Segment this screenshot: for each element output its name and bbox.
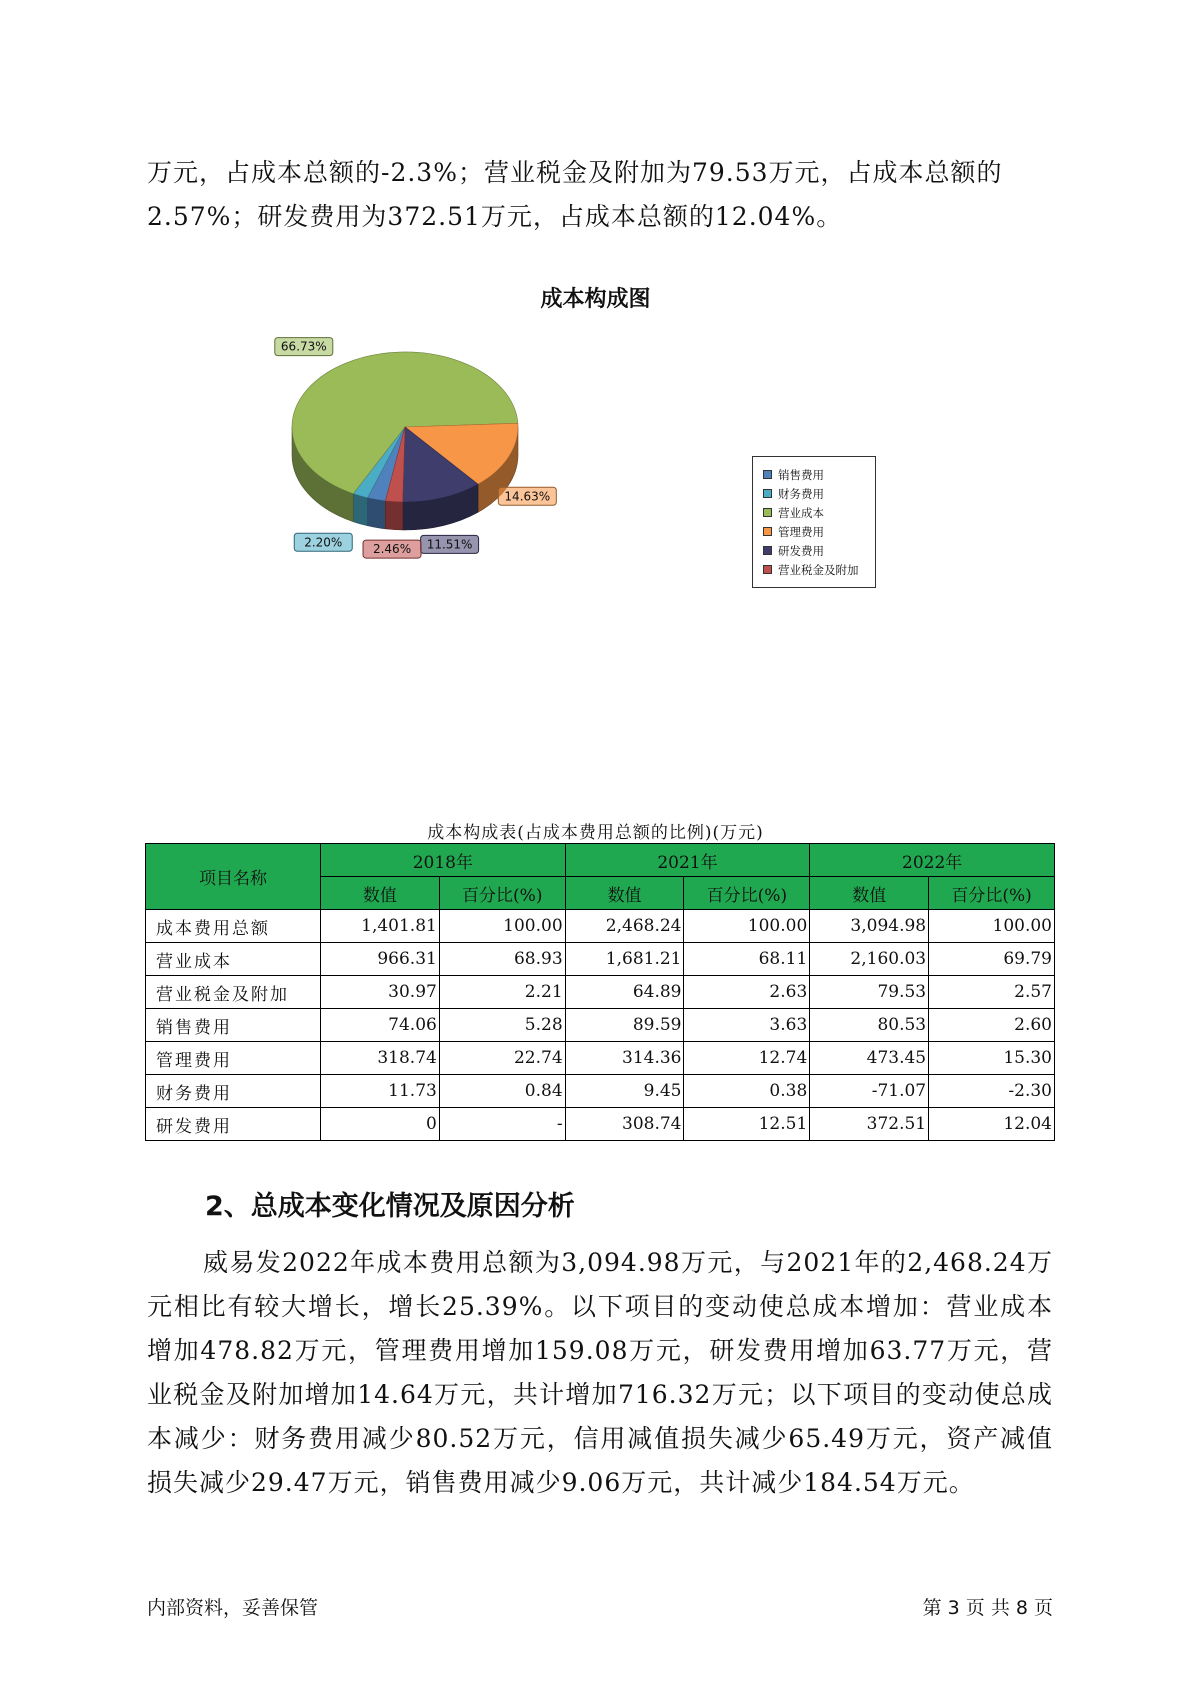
row-label: 营业税金及附加 — [146, 976, 321, 1009]
legend-swatch — [763, 565, 772, 574]
chart-legend — [752, 456, 876, 588]
table-row — [146, 943, 1055, 976]
legend-item — [763, 484, 875, 503]
percent-header: 百分比(%) — [929, 877, 1055, 910]
year-header-2021: 2021年 — [565, 844, 810, 877]
percent-header: 百分比(%) — [684, 877, 810, 910]
pie-slice-side — [353, 494, 367, 526]
value-cell: 2,468.24 — [565, 910, 684, 943]
percent-cell: 69.79 — [929, 943, 1055, 976]
percent-cell: 3.63 — [684, 1009, 810, 1042]
data-label — [363, 540, 421, 558]
footer-confidential: 内部资料，妥善保管 — [147, 1597, 319, 1619]
data-label — [498, 487, 556, 505]
value-cell: 308.74 — [565, 1108, 684, 1141]
data-label — [294, 533, 352, 551]
percent-cell: 5.28 — [439, 1009, 565, 1042]
intro-paragraph: 万元，占成本总额的-2.3%；营业税金及附加为79.53万元，占成本总额的2.57%；研发费用为372.51万元，占成本总额的12.04%。 — [147, 158, 1003, 231]
value-cell: 79.53 — [810, 976, 929, 1009]
percent-cell: 12.74 — [684, 1042, 810, 1075]
value-header: 数值 — [810, 877, 929, 910]
legend-label: 研发费用 — [778, 543, 824, 558]
row-label: 销售费用 — [146, 1009, 321, 1042]
legend-item — [763, 503, 875, 522]
value-cell: 89.59 — [565, 1009, 684, 1042]
percent-cell: 2.60 — [929, 1009, 1055, 1042]
value-cell: 3,094.98 — [810, 910, 929, 943]
percent-cell: 100.00 — [439, 910, 565, 943]
row-label: 管理费用 — [146, 1042, 321, 1075]
row-label: 财务费用 — [146, 1075, 321, 1108]
data-label — [275, 338, 333, 356]
chart-title: 成本构成图 — [540, 287, 651, 312]
table-row — [146, 1108, 1055, 1141]
legend-item — [763, 541, 875, 560]
percent-cell: 100.00 — [929, 910, 1055, 943]
percent-cell: 2.63 — [684, 976, 810, 1009]
table-row — [146, 976, 1055, 1009]
percent-cell: 22.74 — [439, 1042, 565, 1075]
percent-cell: - — [439, 1108, 565, 1141]
value-cell: 80.53 — [810, 1009, 929, 1042]
pie-slice-side — [368, 498, 386, 529]
legend-label: 营业税金及附加 — [778, 562, 859, 577]
svg-text:2.46%: 2.46% — [372, 542, 412, 557]
table-row — [146, 1042, 1055, 1075]
data-label — [421, 535, 479, 553]
legend-item — [763, 522, 875, 541]
legend-item — [763, 560, 875, 579]
value-cell: 1,401.81 — [321, 910, 440, 943]
percent-cell: 0.38 — [684, 1075, 810, 1108]
svg-text:14.63%: 14.63% — [504, 489, 551, 504]
cost-table — [145, 843, 1055, 1141]
table-row — [146, 910, 1055, 943]
year-header-2022: 2022年 — [810, 844, 1055, 877]
value-cell: 1,681.21 — [565, 943, 684, 976]
value-cell: 473.45 — [810, 1042, 929, 1075]
value-cell: 314.36 — [565, 1042, 684, 1075]
legend-swatch — [763, 508, 772, 517]
svg-text:11.51%: 11.51% — [426, 537, 473, 552]
svg-text:2.20%: 2.20% — [304, 535, 343, 550]
percent-cell: 12.51 — [684, 1108, 810, 1141]
analysis-paragraph: 威易发2022年成本费用总额为3,094.98万元，与2021年的2,468.24万元相比有较大增长，增长25.39%。以下项目的变动使总成本增加：营业成本增加478.82万元，管理费用增加159.08万元，研发费用增加63.77万元，营业税金及附加增加14.64万元，共计增加716.32万元；以下项目的变动使总成本减少：财务费用减少80.52万元，信用减值损失减少65.49万元，资产减值损失减少29.47万元，销售费用减少9.06万元，共计减少184.54万元。 — [147, 1248, 1053, 1497]
pie-chart — [280, 339, 630, 615]
legend-label: 财务费用 — [778, 486, 824, 501]
table-row — [146, 1075, 1055, 1108]
value-cell: 64.89 — [565, 976, 684, 1009]
value-cell: 74.06 — [321, 1009, 440, 1042]
legend-item — [763, 465, 875, 484]
value-header: 数值 — [321, 877, 440, 910]
percent-cell: 68.11 — [684, 943, 810, 976]
svg-text:66.73%: 66.73% — [280, 339, 327, 354]
percent-cell: 2.57 — [929, 976, 1055, 1009]
value-cell: 0 — [321, 1108, 440, 1141]
value-cell: 9.45 — [565, 1075, 684, 1108]
value-cell: 372.51 — [810, 1108, 929, 1141]
legend-label: 管理费用 — [778, 524, 824, 539]
value-cell: 11.73 — [321, 1075, 440, 1108]
legend-label: 营业成本 — [778, 505, 824, 520]
item-header: 项目名称 — [146, 844, 321, 910]
percent-cell: 15.30 — [929, 1042, 1055, 1075]
year-header-2018: 2018年 — [321, 844, 566, 877]
percent-cell: 2.21 — [439, 976, 565, 1009]
value-header: 数值 — [565, 877, 684, 910]
pie-slice-side — [385, 501, 402, 530]
table-header-row-years — [146, 844, 1055, 877]
percent-cell: 12.04 — [929, 1108, 1055, 1141]
value-cell: 318.74 — [321, 1042, 440, 1075]
footer-page-number: 第 3 页 共 8 页 — [922, 1597, 1053, 1619]
percent-cell: 100.00 — [684, 910, 810, 943]
row-label: 研发费用 — [146, 1108, 321, 1141]
percent-header: 百分比(%) — [439, 877, 565, 910]
percent-cell: 0.84 — [439, 1075, 565, 1108]
legend-swatch — [763, 470, 772, 479]
legend-swatch — [763, 489, 772, 498]
value-cell: 966.31 — [321, 943, 440, 976]
value-cell: -71.07 — [810, 1075, 929, 1108]
legend-swatch — [763, 546, 772, 555]
percent-cell: -2.30 — [929, 1075, 1055, 1108]
section-heading: 2、总成本变化情况及原因分析 — [205, 1191, 575, 1222]
table-row — [146, 1009, 1055, 1042]
percent-cell: 68.93 — [439, 943, 565, 976]
row-label: 营业成本 — [146, 943, 321, 976]
row-label: 成本费用总额 — [146, 910, 321, 943]
value-cell: 2,160.03 — [810, 943, 929, 976]
legend-label: 销售费用 — [778, 467, 824, 482]
legend-swatch — [763, 527, 772, 536]
value-cell: 30.97 — [321, 976, 440, 1009]
table-caption: 成本构成表(占成本费用总额的比例)(万元) — [427, 823, 764, 843]
